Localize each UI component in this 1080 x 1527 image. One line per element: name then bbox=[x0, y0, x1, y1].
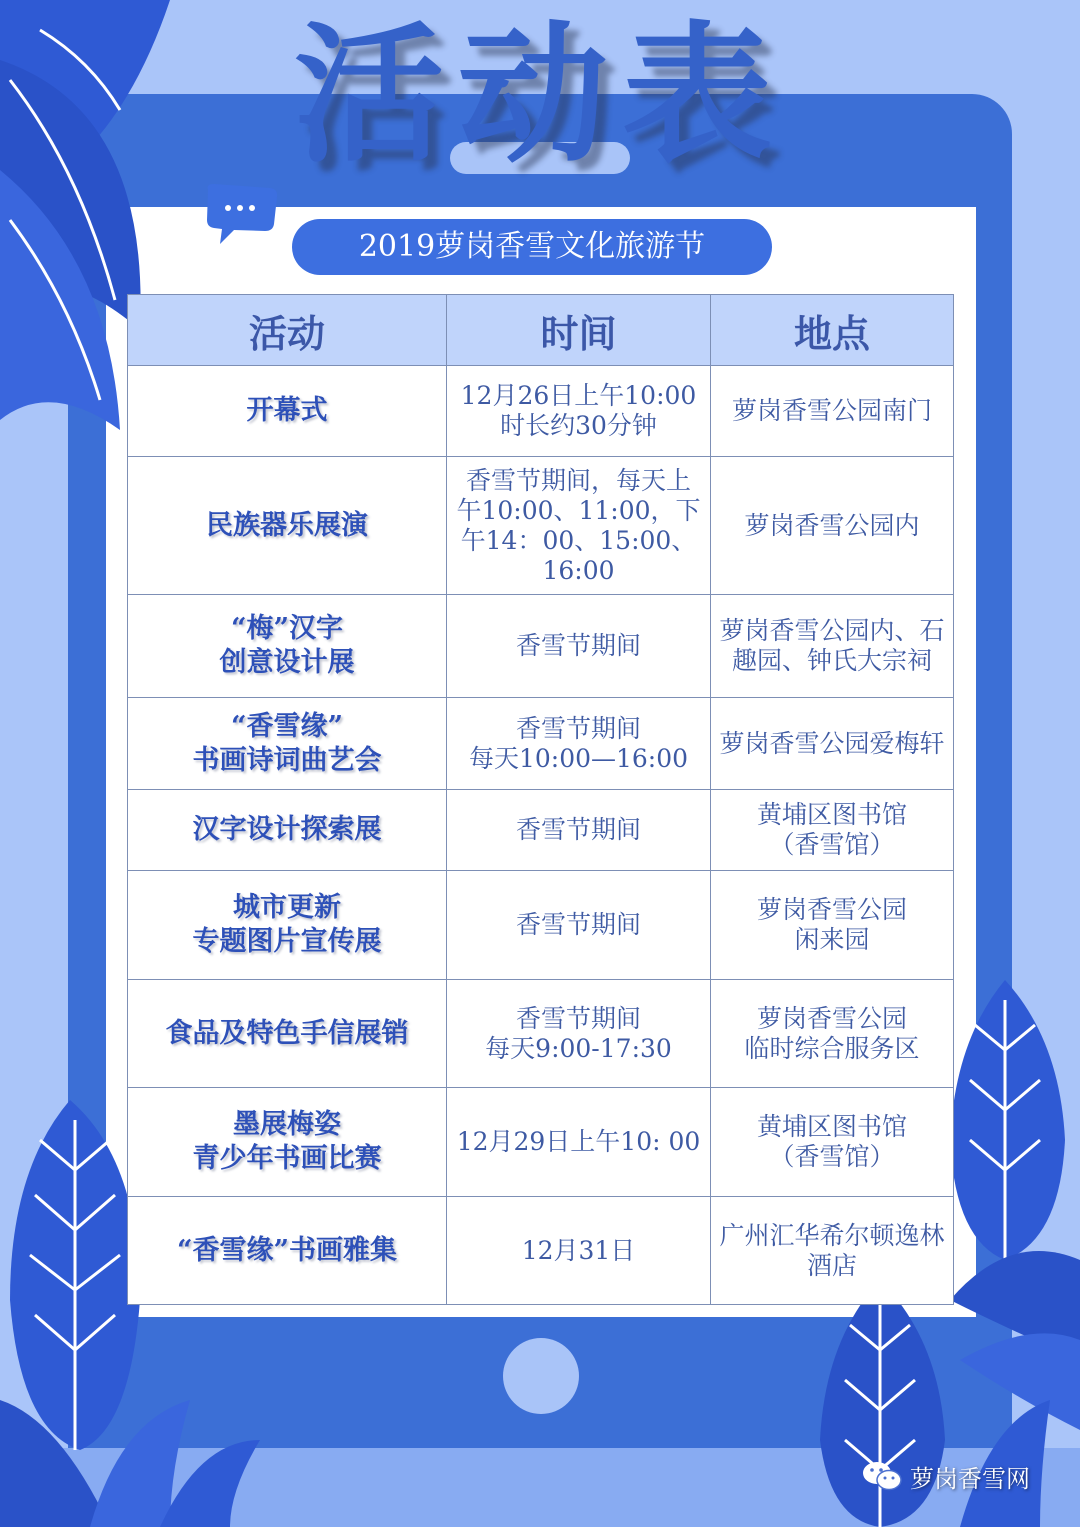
schedule-table bbox=[127, 294, 954, 1305]
activity-cell: 民族器乐展演 bbox=[128, 457, 447, 595]
activity-cell: “梅”汉字 创意设计展 bbox=[128, 595, 447, 698]
activity-cell: 墨展梅姿 青少年书画比赛 bbox=[128, 1088, 447, 1197]
watermark bbox=[862, 1458, 1030, 1494]
table-header-row bbox=[128, 295, 954, 366]
time-cell: 香雪节期间，每天上 午10:00、11:00，下 午14：00、15:00、 16:00 bbox=[447, 457, 711, 595]
time-cell: 香雪节期间 每天10:00—16:00 bbox=[447, 698, 711, 790]
wechat-icon bbox=[862, 1459, 902, 1493]
time-cell: 香雪节期间 bbox=[447, 790, 711, 871]
activity-cell: 汉字设计探索展 bbox=[128, 790, 447, 871]
place-cell: 萝岗香雪公园南门 bbox=[711, 366, 954, 457]
time-cell: 12月29日上午10: 00 bbox=[447, 1088, 711, 1197]
activity-cell: “香雪缘” 书画诗词曲艺会 bbox=[128, 698, 447, 790]
activity-cell: 城市更新 专题图片宣传展 bbox=[128, 871, 447, 980]
time-cell: 12月31日 bbox=[447, 1197, 711, 1305]
time-cell: 香雪节期间 bbox=[447, 871, 711, 980]
place-cell: 萝岗香雪公园内 bbox=[711, 457, 954, 595]
chat-bubble-icon bbox=[200, 180, 284, 248]
column-header: 活动 bbox=[128, 295, 447, 366]
table-row bbox=[128, 457, 954, 595]
activity-cell: 开幕式 bbox=[128, 366, 447, 457]
table-row bbox=[128, 980, 954, 1088]
place-cell: 萝岗香雪公园 闲来园 bbox=[711, 871, 954, 980]
table-row bbox=[128, 366, 954, 457]
table-row bbox=[128, 790, 954, 871]
table-row bbox=[128, 1197, 954, 1305]
time-cell: 香雪节期间 每天9:00-17:30 bbox=[447, 980, 711, 1088]
place-cell: 黄埔区图书馆 （香雪馆） bbox=[711, 790, 954, 871]
table-row bbox=[128, 595, 954, 698]
table-row bbox=[128, 698, 954, 790]
place-cell: 萝岗香雪公园爱梅轩 bbox=[711, 698, 954, 790]
watermark-text: 萝岗香雪网 bbox=[910, 1464, 1030, 1493]
place-cell: 黄埔区图书馆 （香雪馆） bbox=[711, 1088, 954, 1197]
place-cell: 广州汇华希尔顿逸林 酒店 bbox=[711, 1197, 954, 1305]
time-cell: 香雪节期间 bbox=[447, 595, 711, 698]
activity-cell: “香雪缘”书画雅集 bbox=[128, 1197, 447, 1305]
page-title: 活动表 bbox=[293, 7, 786, 183]
activity-cell: 食品及特色手信展销 bbox=[128, 980, 447, 1088]
subtitle-banner: 2019萝岗香雪文化旅游节 bbox=[292, 219, 772, 275]
place-cell: 萝岗香雪公园内、石 趣园、钟氏大宗祠 bbox=[711, 595, 954, 698]
table-row bbox=[128, 871, 954, 980]
column-header: 时间 bbox=[447, 295, 711, 366]
time-cell: 12月26日上午10:00 时长约30分钟 bbox=[447, 366, 711, 457]
table-row bbox=[128, 1088, 954, 1197]
column-header: 地点 bbox=[711, 295, 954, 366]
place-cell: 萝岗香雪公园 临时综合服务区 bbox=[711, 980, 954, 1088]
